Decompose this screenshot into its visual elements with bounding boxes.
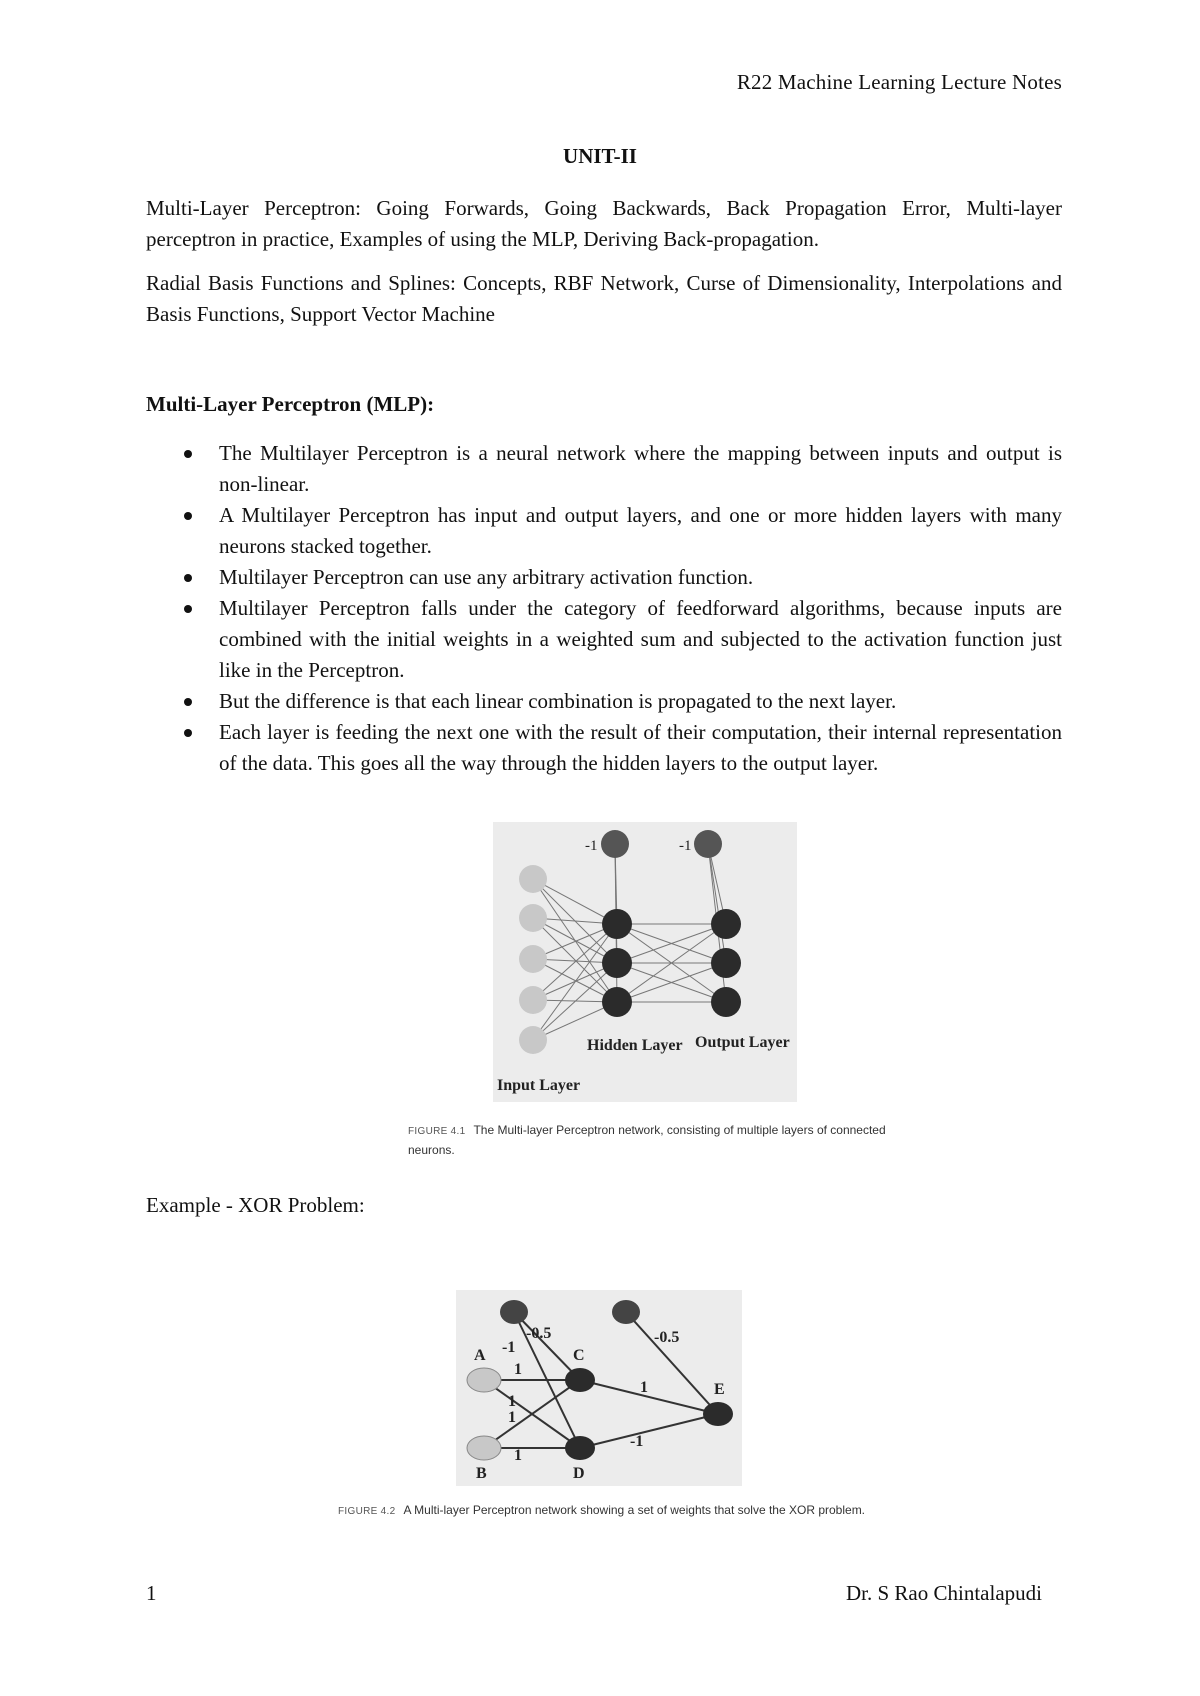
list-item xyxy=(146,438,1062,500)
list-item xyxy=(146,717,1062,779)
mlp-network-diagram xyxy=(493,822,797,1102)
bias-node-output xyxy=(694,830,722,858)
bias-node-hidden xyxy=(601,830,629,858)
bullet-text: Each layer is feeding the next one with the result of their computation, their internal representation of the data. This goes all the way through the hidden layers to the output layer. xyxy=(219,720,1062,775)
input-layer-label: Input Layer xyxy=(497,1077,581,1094)
bias-node-output xyxy=(612,1300,640,1324)
caption-number: FIGURE 4.1 xyxy=(408,1126,466,1137)
output-node xyxy=(711,948,741,978)
weight-b-d: 1 xyxy=(514,1447,522,1464)
connection-lines xyxy=(533,844,726,1040)
weight-bias1-d: -1 xyxy=(502,1339,516,1356)
list-item xyxy=(146,593,1062,686)
caption-text: The Multi-layer Perceptron network, consisting of multiple layers of connected neurons. xyxy=(408,1123,886,1157)
bias-label-hidden: -1 xyxy=(585,838,598,854)
mlp-network-figure xyxy=(493,822,797,1102)
input-node-b xyxy=(467,1436,501,1460)
unit-title: UNIT-II xyxy=(563,144,637,168)
weight-b-c: 1 xyxy=(508,1409,516,1426)
footer-author: Dr. S Rao Chintalapudi xyxy=(846,1581,1042,1605)
node-label-c: C xyxy=(573,1347,585,1364)
hidden-node-d xyxy=(565,1436,595,1460)
example-title: Example - XOR Problem: xyxy=(146,1193,365,1217)
output-node xyxy=(711,909,741,939)
bullet-text: A Multilayer Perceptron has input and output layers, and one or more hidden layers with many neurons stacked together. xyxy=(219,503,1062,558)
input-node xyxy=(519,865,547,893)
section-heading-mlp: Multi-Layer Perceptron (MLP): xyxy=(146,392,435,416)
bullet-text: The Multilayer Perceptron is a neural network where the mapping between inputs and output is non-linear. xyxy=(219,441,1062,496)
node-label-d: D xyxy=(573,1465,585,1482)
list-item xyxy=(146,686,1062,717)
input-node-a xyxy=(467,1368,501,1392)
hidden-layer-label: Hidden Layer xyxy=(587,1037,683,1054)
input-node xyxy=(519,986,547,1014)
bullet-text: Multilayer Perceptron can use any arbitrary activation function. xyxy=(219,565,754,589)
node-label-e: E xyxy=(714,1381,725,1398)
caption-number: FIGURE 4.2 xyxy=(338,1506,396,1517)
bullet-icon xyxy=(184,450,192,458)
bullet-icon xyxy=(184,574,192,582)
xor-network-diagram xyxy=(456,1290,742,1486)
weight-bias2-e: -0.5 xyxy=(654,1329,680,1346)
bullet-icon xyxy=(184,698,192,706)
weight-c-e: 1 xyxy=(640,1379,648,1396)
node-label-b: B xyxy=(476,1465,487,1482)
hidden-node xyxy=(602,909,632,939)
syllabus-paragraph-rbf: Radial Basis Functions and Splines: Concepts, RBF Network, Curse of Dimensionality, Interpolations and Basis Functions, Support Vector Machine xyxy=(146,271,1062,326)
bullet-text: But the difference is that each linear combination is propagated to the next layer. xyxy=(219,689,897,713)
bias-node-hidden xyxy=(500,1300,528,1324)
bullet-text: Multilayer Perceptron falls under the category of feedforward algorithms, because inputs are combined with the initial weights in a weighted sum and subjected to the activation function just like in the Perceptron. xyxy=(219,596,1062,682)
bullet-icon xyxy=(184,512,192,520)
weight-bias1-c: -0.5 xyxy=(526,1325,552,1342)
weight-a-d: 1 xyxy=(508,1393,516,1410)
figure-4-1-caption xyxy=(408,1121,888,1159)
caption-text: A Multi-layer Perceptron network showing a set of weights that solve the XOR problem. xyxy=(403,1503,866,1517)
list-item xyxy=(146,562,1062,593)
input-node xyxy=(519,904,547,932)
list-item xyxy=(146,500,1062,562)
bullet-icon xyxy=(184,729,192,737)
output-layer-label: Output Layer xyxy=(695,1034,790,1051)
syllabus-paragraph-mlp: Multi-Layer Perceptron: Going Forwards, Going Backwards, Back Propagation Error, Multi-layer perceptron in practice, Examples of using the MLP, Deriving Back-propagation. xyxy=(146,196,1062,251)
bullet-icon xyxy=(184,605,192,613)
figure-4-2-caption xyxy=(338,1501,878,1521)
input-node xyxy=(519,945,547,973)
node-label-a: A xyxy=(474,1347,486,1364)
connection-lines xyxy=(484,1312,718,1448)
bias-label-output: -1 xyxy=(679,838,692,854)
hidden-node-c xyxy=(565,1368,595,1392)
weight-a-c: 1 xyxy=(514,1361,522,1378)
weight-d-e: -1 xyxy=(630,1433,644,1450)
output-node xyxy=(711,987,741,1017)
running-header-title: R22 Machine Learning Lecture Notes xyxy=(736,70,1062,94)
input-node xyxy=(519,1026,547,1054)
page-number: 1 xyxy=(146,1581,157,1605)
hidden-node xyxy=(602,948,632,978)
hidden-node xyxy=(602,987,632,1017)
mlp-bullet-list xyxy=(146,438,1062,779)
output-node-e xyxy=(703,1402,733,1426)
xor-network-figure xyxy=(456,1290,742,1486)
